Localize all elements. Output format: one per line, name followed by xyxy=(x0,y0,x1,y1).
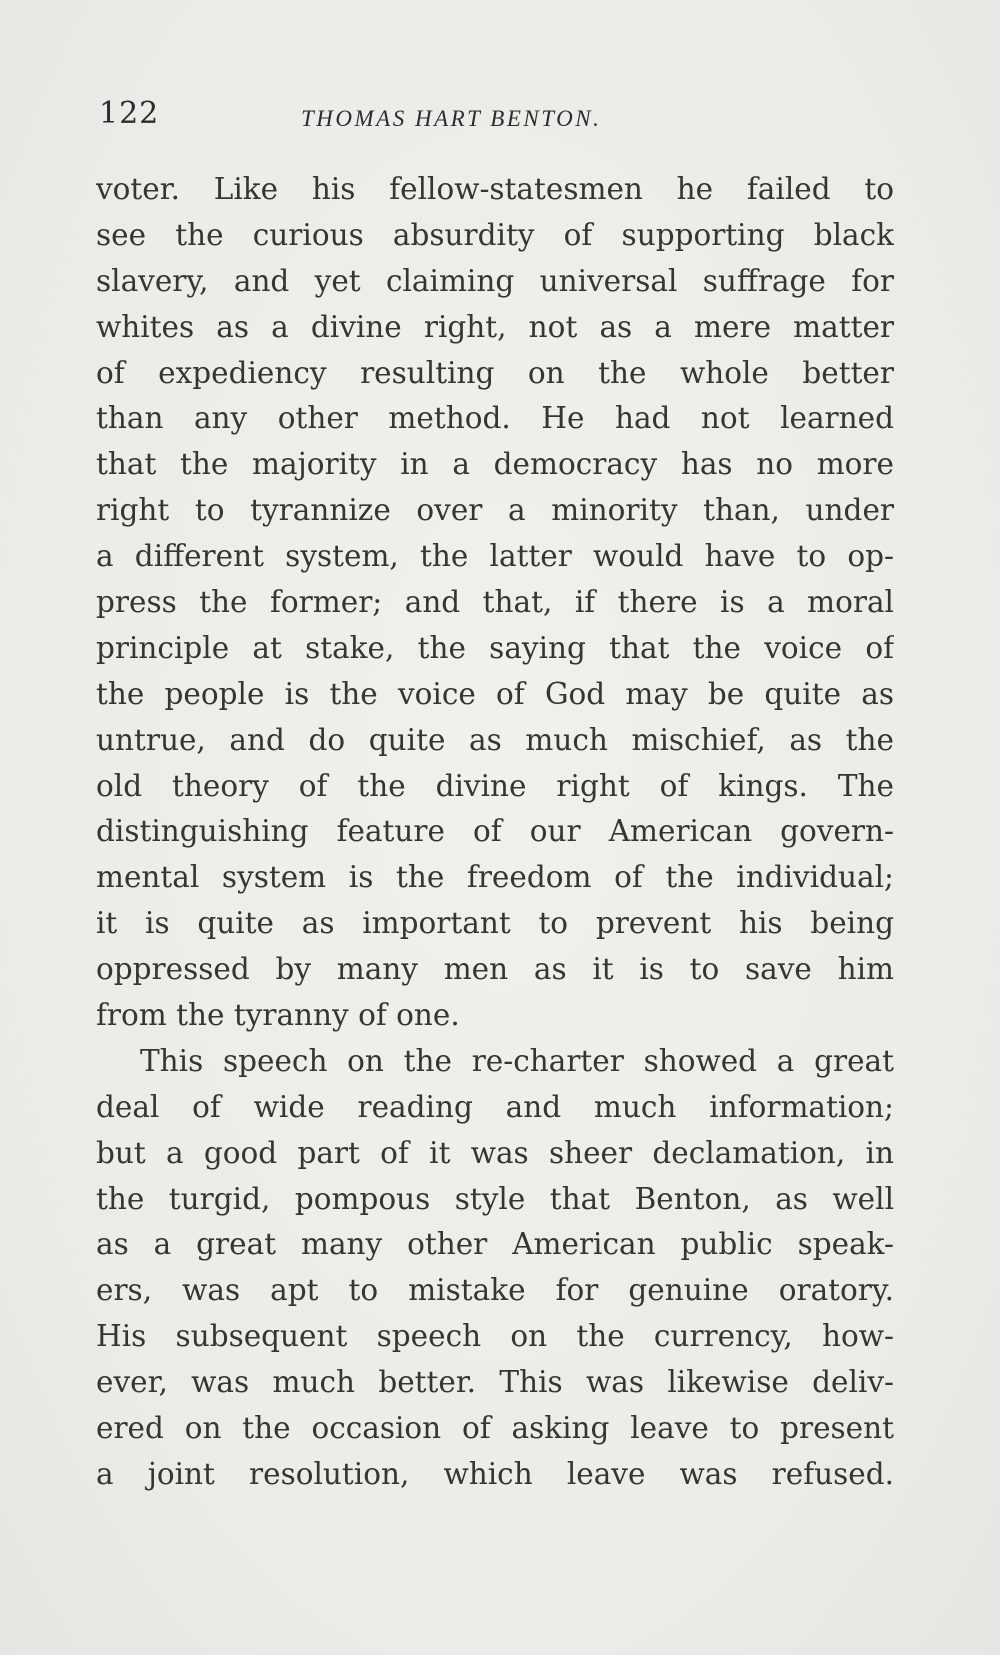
text-line: whites as a divine right, not as a mere matter xyxy=(96,309,894,344)
running-head xyxy=(99,96,889,136)
text-line: that the majority in a democracy has no more xyxy=(96,447,894,482)
text-line: distinguishing feature of our American govern- xyxy=(96,814,894,849)
text-line: voter. Like his fellow-statesmen he failed to xyxy=(96,172,894,206)
text-line: the people is the voice of God may be quite as xyxy=(96,676,894,711)
text-line: the turgid, pompous style that Benton, as well xyxy=(96,1181,894,1216)
text-line: This speech on the re-charter showed a great xyxy=(140,1043,894,1078)
text-line: deal of wide reading and much information; xyxy=(96,1089,894,1124)
text-line: as a great many other American public speak- xyxy=(96,1227,894,1262)
text-line: a joint resolution, which leave was refused. xyxy=(96,1456,894,1491)
text-line: but a good part of it was sheer declamation, in xyxy=(96,1135,894,1170)
body-text xyxy=(96,167,894,1498)
text-line: see the curious absurdity of supporting black xyxy=(96,217,894,252)
text-line: than any other method. He had not learned xyxy=(96,401,894,436)
text-line: slavery, and yet claiming universal suffrage for xyxy=(96,263,894,298)
text-line: ers, was apt to mistake for genuine oratory. xyxy=(96,1273,894,1308)
text-line: principle at stake, the saying that the voice of xyxy=(96,630,894,665)
text-line: His subsequent speech on the currency, how- xyxy=(96,1319,894,1354)
text-line: ever, was much better. This was likewise deliv- xyxy=(96,1365,894,1400)
running-title: THOMAS HART BENTON. xyxy=(301,106,602,131)
text-line: old theory of the divine right of kings. The xyxy=(96,768,894,803)
text-line: from the tyranny of one. xyxy=(96,998,460,1033)
text-line: it is quite as important to prevent his being xyxy=(96,906,894,941)
paragraph-2 xyxy=(96,1039,894,1498)
text-line: of expediency resulting on the whole better xyxy=(96,355,894,390)
text-line: mental system is the freedom of the individual; xyxy=(96,860,894,895)
text-line: press the former; and that, if there is a moral xyxy=(96,585,894,620)
text-line: ered on the occasion of asking leave to present xyxy=(96,1411,894,1446)
text-line: oppressed by many men as it is to save him xyxy=(96,952,894,987)
page-number: 122 xyxy=(99,96,160,131)
paragraph-1 xyxy=(96,167,894,1039)
text-line: right to tyrannize over a minority than, under xyxy=(96,493,894,528)
text-line: a different system, the latter would have to op- xyxy=(96,539,894,574)
text-line: untrue, and do quite as much mischief, as the xyxy=(96,722,894,757)
